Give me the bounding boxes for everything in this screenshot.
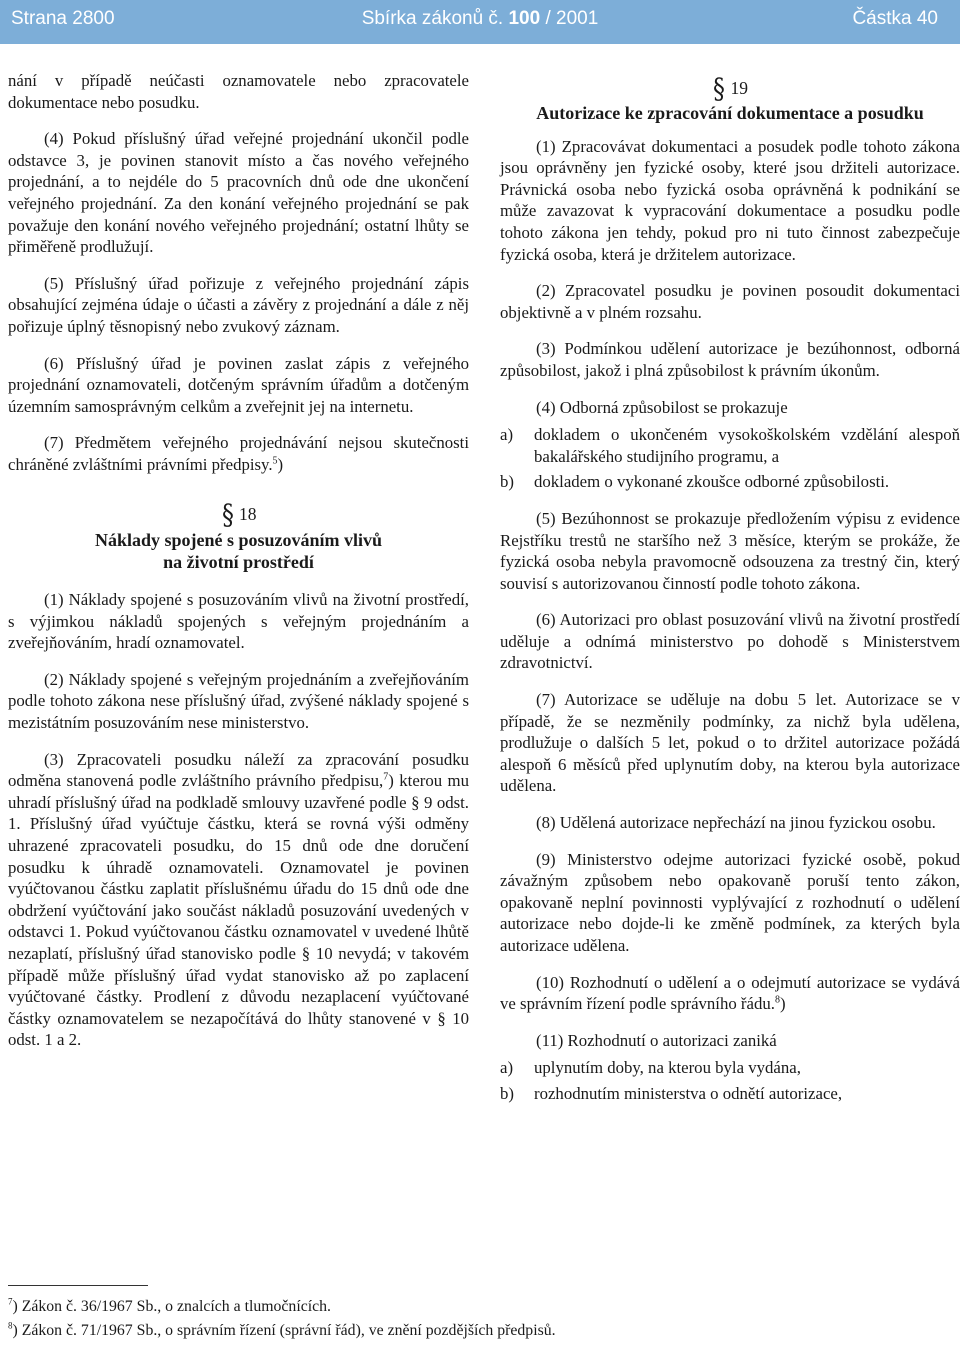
list-item — [500, 471, 960, 493]
right-column — [500, 70, 960, 1105]
footnote-8 — [8, 1321, 556, 1341]
footnote-8-number: 8 — [8, 1320, 13, 1331]
section-19-paragraph-5: (5) Bezúhonnost se prokazuje předložením výpisu z evidence Rejstříku trestů ne staršího než 3 měsíce, kterým se prokáže, že fyzická osoba nebyla pravomocně odsouzena za trestný čin, který souvisí s autorizovanou činností podle tohoto zákona. — [500, 508, 960, 593]
s18-p3-part-c: 9 odst. 1. Příslušný úřad vyúčtuje částku, která se rovná výši odměny uhrazené zpracovateli posudku, do 15 dnů ode dne doručení posudku k úhradě oznamovateli. Oznamovatel je povinen vyúčtovanou částku zaplatit příslušnému úřadu do 15 dnů ode dne obdržení vyúčtování jako součást nákladů posuzování uvedených v odstavci 1. Pokud vyúčtovanou částku oznamovatel v uvedené lhůtě nezaplatí, příslušný úřad stanovisko podle — [8, 792, 469, 963]
section-19-paragraph-2: (2) Zpracovatel posudku je povinen posoudit dokumentaci objektivně a v plném rozsahu. — [500, 281, 960, 322]
section-18-title — [8, 529, 469, 573]
list-item-text: uplynutím doby, na kterou byla vydána, — [534, 1058, 801, 1078]
footnote-7-text: ) Zákon č. 36/1967 Sb., o znalcích a tlumočnících. — [12, 1298, 331, 1315]
list-item-text: rozhodnutím ministerstva o odnětí autorizace, — [534, 1083, 843, 1103]
list-item — [500, 1083, 960, 1105]
paragraph-10-text: (10) Rozhodnutí o udělení a o odejmutí autorizace se vydává ve správním řízení podle správního řádu. — [500, 972, 960, 1014]
section-19-paragraph-4: (4) Odborná způsobilost se prokazuje — [536, 397, 788, 417]
section-19-number: 19 — [730, 78, 748, 98]
collection-year: / 2001 — [540, 8, 599, 29]
section-symbol-icon: § — [301, 944, 311, 963]
section-symbol-icon: § — [713, 72, 726, 105]
footnote-ref-5-close: ) — [277, 454, 284, 474]
section-19-paragraph-3: (3) Podmínkou udělení autorizace je bezúhonnost, odborná způsobilost, jakož i plná způsobilost k právním úkonům. — [500, 339, 960, 380]
list-item-label: a) — [500, 1058, 514, 1078]
collection-title — [0, 8, 960, 30]
s18-p3-part-a: (3) Zpracovateli posudku náleží za zpracování posudku odměna stanovená podle zvláštního právního předpisu, — [8, 749, 469, 791]
section-19-paragraph-1: (1) Zpracovávat dokumentaci a posudek podle tohoto zákona jsou oprávněny jen fyzické osoby, které jsou držiteli autorizace. Právnická osoba nebo fyzická osoba oprávněná k podnikání se může zavazovat k vypracování dokumentace a posudku podle tohoto zákona jen tehdy, pokud pro ni tuto činnost zabezpečuje fyzická osoba, která je držitelem autorizace. — [500, 136, 960, 264]
section-symbol-icon: § — [411, 792, 420, 812]
section-symbol-icon: § — [437, 1008, 446, 1028]
section-18-paragraph-1: (1) Náklady spojené s posuzováním vlivů na životní prostředí, s výjimkou nákladů spojených s veřejným projednáním a zveřejňováním, hradí oznamovatel. — [8, 590, 469, 653]
s18-p3-part-d: 10 nevydá; v takovém případě může příslušný úřad vydat stanovisko až po zaplacení vyúčtované částky. Prodlení z důvodu nezaplacení vyúčtované částky oznamovatelem se nezapočítává do lhůty stanovené v — [8, 944, 470, 1028]
collection-prefix: Sbírka zákonů č. — [361, 8, 509, 29]
left-column — [8, 70, 469, 1051]
s18-p3-part-b: ) kterou mu uhradí příslušný úřad na podkladě smlouvy uzavřené podle — [8, 771, 469, 812]
section-18-paragraph-2: (2) Náklady spojené s veřejným projednáním a zveřejňováním podle tohoto zákona nese příslušný úřad, zvýšené náklady spojené s mezistátním posuzováním nese ministerstvo. — [8, 669, 469, 733]
section-18-heading — [8, 497, 469, 531]
paragraph-continuation: nání v případě neúčasti oznamovatele nebo zpracovatele dokumentace nebo posudku. — [8, 71, 469, 112]
footnote-divider — [8, 1285, 148, 1286]
section-19-title: Autorizace ke zpracování dokumentace a posudku — [536, 102, 924, 123]
collection-number: 100 — [508, 8, 541, 29]
footnote-7 — [8, 1297, 331, 1317]
paragraph-7-text: (7) Předmětem veřejného projednávání nejsou skutečnosti chráněné zvláštními právními předpisy. — [8, 433, 469, 474]
section-19-heading — [500, 72, 960, 105]
list-item-label: a) — [500, 425, 514, 445]
section-19-paragraph-6: (6) Autorizaci pro oblast posuzování vlivů na životní prostředí uděluje a odnímá ministerstvo po dohodě s Ministerstvem zdravotnictví. — [500, 610, 960, 673]
section-symbol-icon: § — [221, 497, 234, 531]
footnote-ref-5: 5 — [272, 455, 278, 467]
section-19-paragraph-9: (9) Ministerstvo odejme autorizaci fyzické osobě, pokud závažným způsobem nebo opakovaně poruší tento zákon, opakovaně neplní povinnosti vyplývající z rozhodnutí o udělení autorizace nebo dojde-li ke změně podmínek, za kterých byla autorizace udělena. — [500, 849, 960, 955]
list-item-text: dokladem o vykonané zkoušce odborné způsobilosti. — [534, 472, 890, 492]
s18-p3-part-e: 10 odst. 1 a 2. — [8, 1008, 469, 1050]
page-header — [0, 0, 960, 44]
footnote-8-text: ) Zákon č. 71/1967 Sb., o správním řízení (správní řád), ve znění pozdějších předpisů. — [12, 1322, 556, 1339]
section-18-number: 18 — [238, 503, 257, 524]
section-19-paragraph-8: (8) Udělená autorizace nepřechází na jinou fyzickou osobu. — [536, 813, 936, 833]
list-item — [500, 1057, 960, 1079]
list-item-label: b) — [500, 1083, 514, 1103]
list-item-label: b) — [500, 472, 514, 492]
list-item-text: dokladem o ukončeném vysokoškolském vzdělání alespoň bakalářského studijního programu, a — [534, 425, 960, 466]
section-18-title-line-2: na životní prostředí — [163, 552, 314, 573]
section-18-title-line-1: Náklady spojené s posuzováním vlivů — [94, 530, 383, 551]
paragraph-4-list — [500, 424, 960, 493]
section-19-paragraph-11: (11) Rozhodnutí o autorizaci zaniká — [536, 1030, 777, 1050]
paragraph-6: (6) Příslušný úřad je povinen zaslat zápis z veřejného projednání oznamovateli, dotčeným správním úřadům a dotčeným územním samosprávným celkům a zveřejnit jej na internetu. — [8, 353, 469, 416]
footnote-7-number: 7 — [8, 1296, 13, 1307]
section-18-paragraph-3 — [8, 749, 469, 1051]
footnote-ref-8: 8 — [774, 994, 780, 1006]
section-19-paragraph-7: (7) Autorizace se uděluje na dobu 5 let. Autorizace se v případě, že se nezměnily podmínky, za nichž byla udělena, prodlužuje o dalších 5 let, pokud o to držitel autorizace požádá alespoň 6 měsíců před uplynutím doby, na kterou byla autorizace udělena. — [500, 690, 960, 796]
section-19-paragraph-10 — [500, 972, 960, 1015]
page-number: Strana 2800 — [11, 8, 115, 29]
footnote-ref-8-close: ) — [779, 994, 786, 1014]
paragraph-11-list — [500, 1057, 960, 1104]
paragraph-5: (5) Příslušný úřad pořizuje z veřejného projednání zápis obsahující zejména údaje o účasti a závěry z projednání a dále z něj pořizuje úplný těsnopisný nebo zvukový záznam. — [8, 273, 469, 336]
paragraph-7 — [8, 432, 469, 475]
list-item — [500, 424, 960, 467]
footnote-ref-7: 7 — [383, 771, 389, 783]
paragraph-4: (4) Pokud příslušný úřad veřejné projednání ukončil podle odstavce 3, je povinen stanovit místo a čas nového veřejného projednání, a to nejdéle do 5 pracovních dnů ode dne ukončení veřejného projednání. Za den konání veřejného projednání se pak považuje den konání nového veřejného projednání; ostatní lhůty se přiměřeně prodlužují. — [8, 129, 469, 257]
part-number: Částka 40 — [852, 8, 938, 29]
